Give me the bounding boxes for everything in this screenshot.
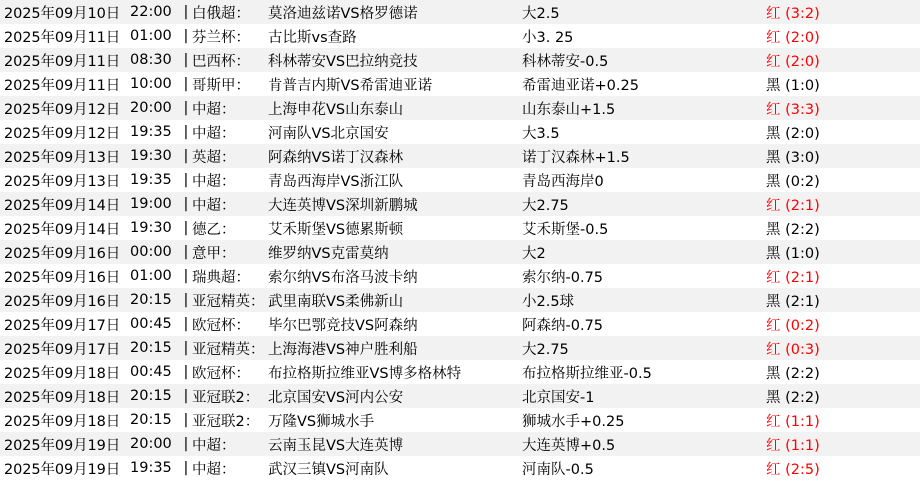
result-score: (0:2)	[780, 173, 820, 190]
cell-separator: |	[183, 460, 189, 476]
result-score: (3:3)	[780, 101, 820, 118]
cell-match: 古比斯vs查路	[268, 29, 357, 46]
result-score: (2:5)	[780, 461, 820, 478]
cell-time: 00:45	[130, 316, 172, 332]
cell-bet: 大3.5	[522, 125, 560, 142]
result-label: 红	[766, 317, 781, 334]
cell-result	[758, 170, 908, 191]
cell-bet: 布拉格斯拉维亚-0.5	[522, 365, 652, 382]
cell-date: 2025年09月16日	[4, 245, 121, 262]
cell-separator: |	[183, 76, 189, 92]
table-row	[0, 120, 920, 144]
cell-league: 德乙：	[192, 221, 236, 238]
cell-result	[758, 434, 908, 455]
cell-league: 白俄超：	[192, 5, 250, 22]
cell-match: 武里南联VS柔佛新山	[268, 293, 404, 310]
cell-league: 中超：	[192, 101, 236, 118]
result-score: (1:1)	[780, 437, 820, 454]
table-row	[0, 216, 920, 240]
result-score: (1:1)	[780, 413, 820, 430]
cell-date: 2025年09月17日	[4, 317, 121, 334]
cell-league: 中超：	[192, 125, 236, 142]
cell-time: 19:30	[130, 148, 172, 164]
cell-result	[758, 458, 908, 479]
cell-separator: |	[183, 364, 189, 380]
cell-match: 武汉三镇VS河南队	[268, 461, 389, 478]
result-label: 黑	[766, 365, 781, 382]
cell-date: 2025年09月19日	[4, 461, 121, 478]
cell-bet: 阿森纳-0.75	[522, 317, 604, 334]
table-row	[0, 0, 920, 24]
cell-separator: |	[183, 316, 189, 332]
cell-bet: 小2.5球	[522, 293, 575, 310]
result-label: 红	[766, 437, 781, 454]
cell-time: 00:45	[130, 364, 172, 380]
cell-time: 20:15	[130, 412, 172, 428]
cell-time: 20:15	[130, 292, 172, 308]
cell-separator: |	[183, 244, 189, 260]
table-row	[0, 168, 920, 192]
cell-result	[758, 314, 908, 335]
cell-date: 2025年09月18日	[4, 365, 121, 382]
cell-date: 2025年09月11日	[4, 77, 121, 94]
result-label: 红	[766, 461, 781, 478]
cell-bet: 青岛西海岸0	[522, 173, 604, 190]
cell-time: 01:00	[130, 268, 172, 284]
result-score: (3:0)	[780, 149, 820, 166]
cell-bet: 大2	[522, 245, 546, 262]
cell-league: 意甲：	[192, 245, 236, 262]
result-label: 红	[766, 413, 781, 430]
cell-separator: |	[183, 148, 189, 164]
result-score: (2:2)	[780, 365, 820, 382]
table-row	[0, 264, 920, 288]
cell-separator: |	[183, 100, 189, 116]
cell-league: 中超：	[192, 197, 236, 214]
cell-time: 01:00	[130, 28, 172, 44]
cell-result	[758, 194, 908, 215]
cell-match: 科林蒂安VS巴拉纳竞技	[268, 53, 418, 70]
cell-date: 2025年09月12日	[4, 125, 121, 142]
cell-league: 亚冠精英：	[192, 293, 265, 310]
cell-time: 19:35	[130, 460, 172, 476]
cell-league: 哥斯甲：	[192, 77, 250, 94]
result-label: 黑	[766, 173, 781, 190]
cell-date: 2025年09月10日	[4, 5, 121, 22]
cell-match: 毕尔巴鄂竞技VS阿森纳	[268, 317, 418, 334]
table-row	[0, 384, 920, 408]
result-score: (2:1)	[780, 197, 820, 214]
cell-league: 亚冠联2：	[192, 413, 260, 430]
cell-date: 2025年09月11日	[4, 29, 121, 46]
table-row	[0, 192, 920, 216]
result-label: 黑	[766, 77, 781, 94]
cell-separator: |	[183, 4, 189, 20]
result-score: (2:1)	[780, 269, 820, 286]
cell-time: 20:15	[130, 340, 172, 356]
result-score: (3:2)	[780, 5, 820, 22]
cell-match: 大连英博VS深圳新鹏城	[268, 197, 418, 214]
cell-bet: 诺丁汉森林+1.5	[522, 149, 630, 166]
table-row	[0, 96, 920, 120]
result-label: 黑	[766, 221, 781, 238]
cell-result	[758, 266, 908, 287]
result-score: (0:2)	[780, 317, 820, 334]
cell-time: 20:00	[130, 436, 172, 452]
result-score: (2:2)	[780, 389, 820, 406]
cell-league: 中超：	[192, 461, 236, 478]
table-row	[0, 408, 920, 432]
cell-date: 2025年09月17日	[4, 341, 121, 358]
result-label: 红	[766, 341, 781, 358]
cell-bet: 狮城水手+0.25	[522, 413, 625, 430]
cell-date: 2025年09月14日	[4, 197, 121, 214]
cell-date: 2025年09月13日	[4, 173, 121, 190]
cell-league: 芬兰杯：	[192, 29, 250, 46]
cell-time: 10:00	[130, 76, 172, 92]
cell-league: 英超：	[192, 149, 236, 166]
result-label: 黑	[766, 389, 781, 406]
cell-time: 00:00	[130, 244, 172, 260]
cell-match: 上海海港VS神户胜利船	[268, 341, 418, 358]
cell-league: 欧冠杯：	[192, 365, 250, 382]
cell-separator: |	[183, 52, 189, 68]
table-row	[0, 432, 920, 456]
cell-time: 19:35	[130, 172, 172, 188]
cell-result	[758, 146, 908, 167]
cell-bet: 山东泰山+1.5	[522, 101, 616, 118]
cell-league: 亚冠精英：	[192, 341, 265, 358]
result-score: (0:3)	[780, 341, 820, 358]
cell-match: 上海申花VS山东泰山	[268, 101, 404, 118]
cell-match: 北京国安VS河内公安	[268, 389, 404, 406]
cell-date: 2025年09月13日	[4, 149, 121, 166]
cell-result	[758, 26, 908, 47]
cell-separator: |	[183, 28, 189, 44]
cell-date: 2025年09月14日	[4, 221, 121, 238]
table-row	[0, 312, 920, 336]
cell-result	[758, 218, 908, 239]
cell-league: 中超：	[192, 173, 236, 190]
cell-bet: 大2.5	[522, 5, 560, 22]
cell-result	[758, 74, 908, 95]
cell-date: 2025年09月16日	[4, 269, 121, 286]
cell-bet: 大2.75	[522, 197, 569, 214]
cell-separator: |	[183, 292, 189, 308]
cell-separator: |	[183, 412, 189, 428]
table-row	[0, 456, 920, 480]
cell-bet: 大2.75	[522, 341, 569, 358]
cell-match: 河南队VS北京国安	[268, 125, 389, 142]
result-score: (2:0)	[780, 125, 820, 142]
result-score: (2:2)	[780, 221, 820, 238]
cell-separator: |	[183, 172, 189, 188]
cell-match: 肯普吉内斯VS希雷迪亚诺	[268, 77, 433, 94]
result-score: (2:0)	[780, 53, 820, 70]
cell-separator: |	[183, 388, 189, 404]
cell-league: 巴西杯：	[192, 53, 250, 70]
cell-date: 2025年09月18日	[4, 389, 121, 406]
cell-league: 欧冠杯：	[192, 317, 250, 334]
cell-time: 19:30	[130, 220, 172, 236]
cell-separator: |	[183, 220, 189, 236]
cell-result	[758, 122, 908, 143]
cell-bet: 北京国安-1	[522, 389, 595, 406]
cell-match: 艾禾斯堡VS德累斯顿	[268, 221, 404, 238]
result-score: (1:0)	[780, 77, 820, 94]
cell-bet: 索尔纳-0.75	[522, 269, 604, 286]
cell-match: 云南玉昆VS大连英博	[268, 437, 404, 454]
cell-result	[758, 386, 908, 407]
cell-match: 万隆VS狮城水手	[268, 413, 375, 430]
result-label: 红	[766, 5, 781, 22]
cell-result	[758, 98, 908, 119]
table-row	[0, 360, 920, 384]
cell-separator: |	[183, 436, 189, 452]
cell-result	[758, 242, 908, 263]
cell-date: 2025年09月16日	[4, 293, 121, 310]
cell-time: 22:00	[130, 4, 172, 20]
cell-separator: |	[183, 268, 189, 284]
cell-result	[758, 338, 908, 359]
cell-league: 亚冠联2：	[192, 389, 260, 406]
cell-match: 索尔纳VS布洛马波卡纳	[268, 269, 418, 286]
result-label: 红	[766, 101, 781, 118]
cell-league: 瑞典超：	[192, 269, 250, 286]
cell-date: 2025年09月11日	[4, 53, 121, 70]
table-row	[0, 72, 920, 96]
cell-separator: |	[183, 340, 189, 356]
cell-match: 青岛西海岸VS浙江队	[268, 173, 404, 190]
cell-result	[758, 410, 908, 431]
cell-league: 中超：	[192, 437, 236, 454]
table-row	[0, 144, 920, 168]
cell-time: 19:00	[130, 196, 172, 212]
cell-bet: 大连英博+0.5	[522, 437, 616, 454]
cell-bet: 希雷迪亚诺+0.25	[522, 77, 639, 94]
cell-time: 19:35	[130, 124, 172, 140]
result-label: 红	[766, 269, 781, 286]
cell-result	[758, 2, 908, 23]
table-row	[0, 336, 920, 360]
cell-date: 2025年09月18日	[4, 413, 121, 430]
cell-result	[758, 362, 908, 383]
cell-result	[758, 290, 908, 311]
table-row	[0, 240, 920, 264]
cell-bet: 小3. 25	[522, 29, 574, 46]
cell-time: 20:00	[130, 100, 172, 116]
result-label: 红	[766, 53, 781, 70]
cell-date: 2025年09月12日	[4, 101, 121, 118]
cell-separator: |	[183, 124, 189, 140]
table-row	[0, 24, 920, 48]
result-label: 黑	[766, 245, 781, 262]
cell-result	[758, 50, 908, 71]
cell-bet: 科林蒂安-0.5	[522, 53, 609, 70]
result-score: (2:0)	[780, 29, 820, 46]
cell-match: 阿森纳VS诺丁汉森林	[268, 149, 404, 166]
result-label: 红	[766, 197, 781, 214]
result-score: (2:1)	[780, 293, 820, 310]
cell-date: 2025年09月19日	[4, 437, 121, 454]
result-label: 黑	[766, 125, 781, 142]
result-label: 红	[766, 29, 781, 46]
cell-bet: 艾禾斯堡-0.5	[522, 221, 609, 238]
cell-match: 莫洛迪兹诺VS格罗德诺	[268, 5, 418, 22]
cell-time: 08:30	[130, 52, 172, 68]
result-score: (1:0)	[780, 245, 820, 262]
table-row	[0, 48, 920, 72]
table-row	[0, 288, 920, 312]
result-label: 黑	[766, 149, 781, 166]
cell-separator: |	[183, 196, 189, 212]
result-label: 黑	[766, 293, 781, 310]
cell-match: 布拉格斯拉维亚VS博多格林特	[268, 365, 462, 382]
cell-match: 维罗纳VS克雷莫纳	[268, 245, 389, 262]
cell-bet: 河南队-0.5	[522, 461, 594, 478]
cell-time: 20:15	[130, 388, 172, 404]
